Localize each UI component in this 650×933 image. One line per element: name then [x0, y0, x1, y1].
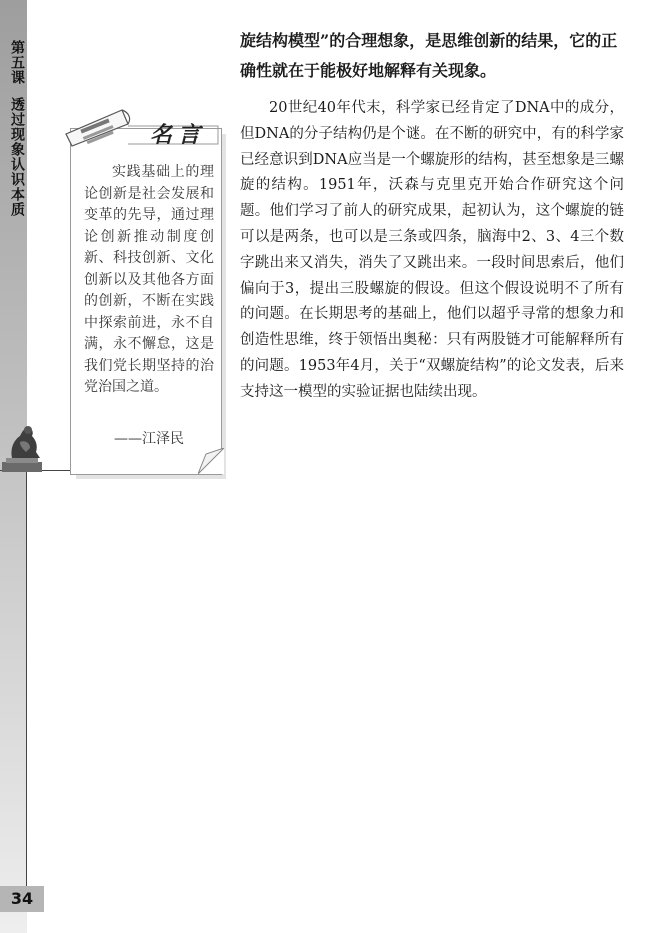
chapter-tab: [3, 40, 25, 217]
lesson-label: 第五课: [9, 40, 25, 85]
page-curl-icon: [198, 448, 224, 474]
main-text: [240, 26, 624, 406]
intro-paragraph: 旋结构模型”的合理想象，是思维创新的结果，它的正确性就在于能极好地解释有关现象。: [240, 31, 618, 80]
quote-title: 名言: [150, 122, 207, 148]
thinker-statue-icon: [0, 418, 58, 474]
topic-label: 透过现象认识本质: [9, 97, 25, 217]
page-number: 34: [0, 886, 44, 912]
vertical-rule: [26, 470, 27, 890]
quote-author: ——江泽民: [114, 431, 184, 447]
quote-text: 实践基础上的理论创新是社会发展和变革的先导，通过理论创新推动制度创新、科技创新、文化创新以及其他各方面的创新，不断在实践中探索前进，永不自满，永不懈怠，这是我们党长期坚持的治党治国之道。: [84, 164, 214, 395]
dna-paragraph: 20世纪40年代末，科学家已经肯定了DNA中的成分，但DNA的分子结构仍是个谜。在不断的研究中，有的科学家已经意识到DNA应当是一个螺旋形的结构，甚至想象是三螺旋的结构。1951年，沃森与克里克开始合作研究这个问题。他们学习了前人的研究成果，起初认为，这个螺旋的链可以是两条，也可以是三条或四条，脑海中2、3、4三个数字跳出来又消失，消失了又跳出来。一段时间思索后，他们偏向于3，提出三股螺旋的假设。但这个假设说明不了所有的问题。在长期思考的基础上，他们以超乎寻常的想象力和创造性思维，终于领悟出奥秘：只有两股链才可能解释所有的问题。1953年4月，关于“双螺旋结构”的论文发表，后来支持这一模型的实验证据也陆续出现。: [240, 100, 624, 400]
quote-body: [84, 162, 214, 399]
